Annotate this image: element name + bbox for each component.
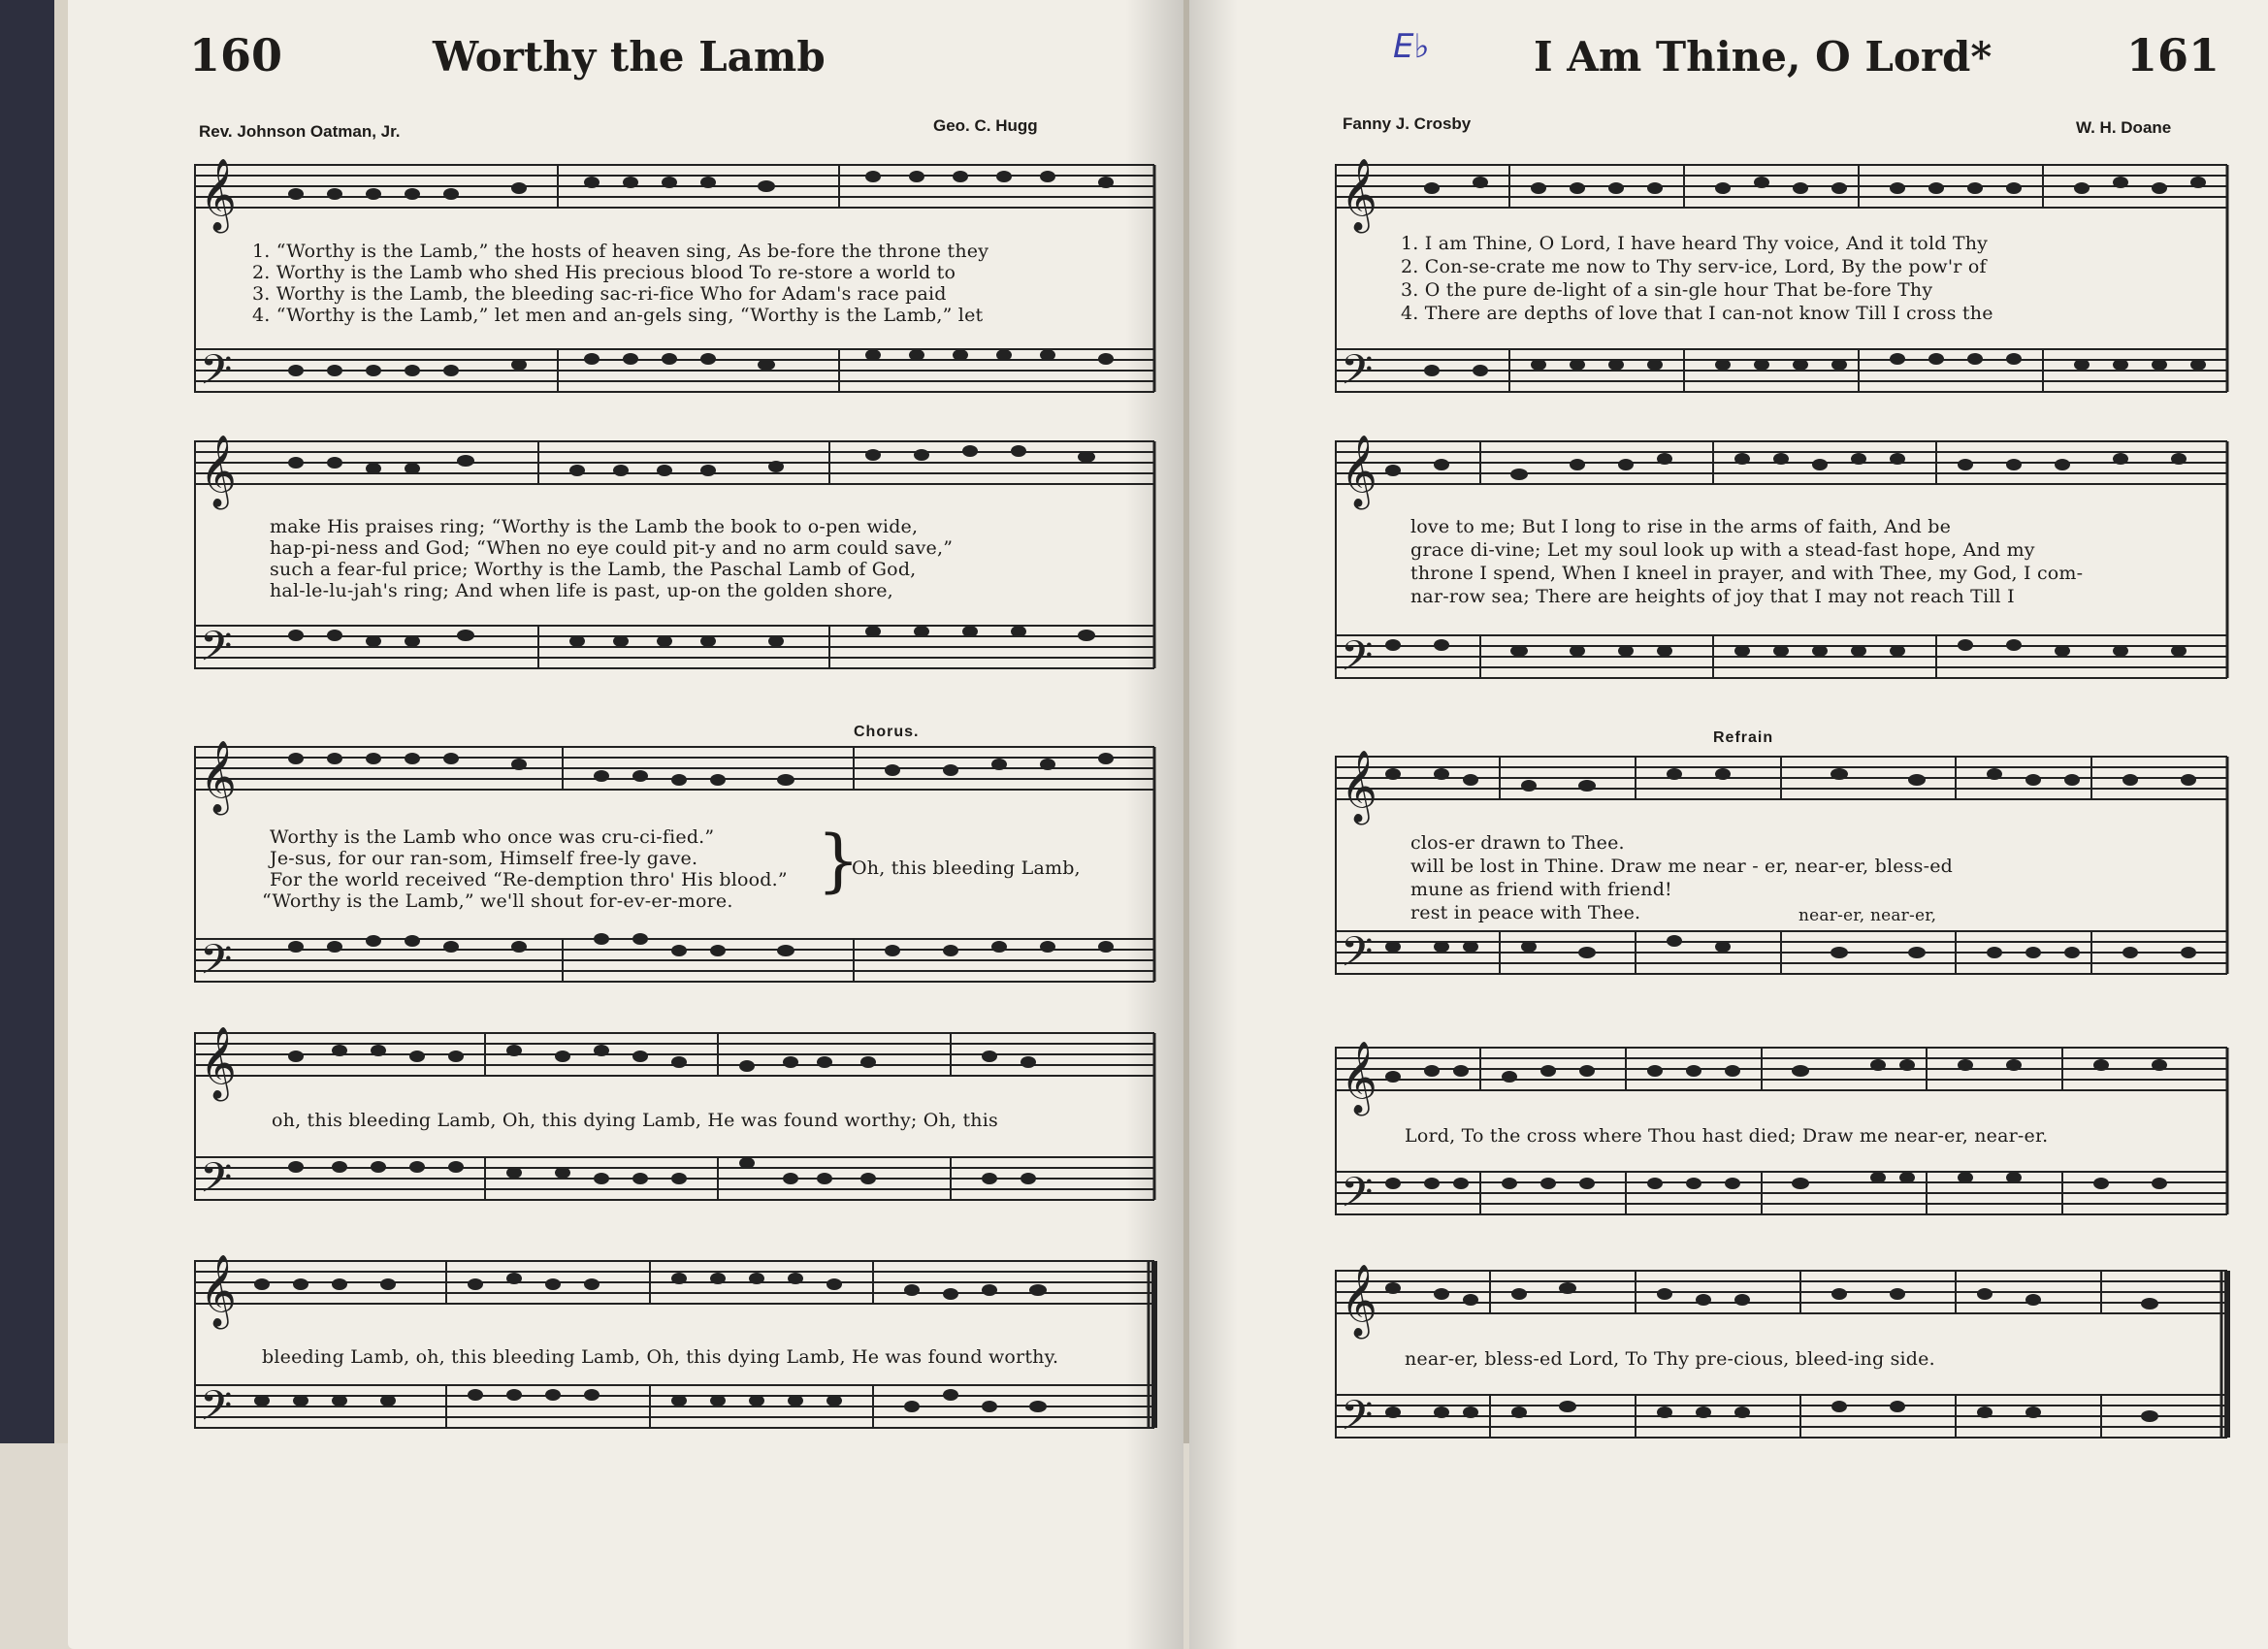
verse-line: 4. “Worthy is the Lamb,” let men and an-gels sing, “Worthy is the Lamb,” let bbox=[252, 305, 984, 326]
verse-line: such a fear-ful price; Worthy is the Lamb, the Paschal Lamb of God, bbox=[270, 559, 917, 580]
svg-text:𝄢: 𝄢 bbox=[1341, 1392, 1374, 1450]
refrain-line: mune as friend with friend! bbox=[1410, 879, 1672, 900]
verse-line: 1. “Worthy is the Lamb,” the hosts of heaven sing, As be-fore the throne they bbox=[252, 241, 989, 262]
svg-text:𝄢: 𝄢 bbox=[200, 346, 233, 404]
hymn-title: Worthy the Lamb bbox=[433, 33, 826, 81]
verse-line: nar-row sea; There are heights of joy that I may not reach Till I bbox=[1410, 586, 2015, 607]
svg-text:𝄢: 𝄢 bbox=[1341, 632, 1374, 691]
svg-text:𝄞: 𝄞 bbox=[1341, 751, 1377, 823]
svg-text:𝄞: 𝄞 bbox=[1341, 1042, 1377, 1114]
svg-text:𝄞: 𝄞 bbox=[1341, 436, 1377, 507]
chorus-line: Worthy is the Lamb who once was cru-ci-fied.” bbox=[270, 826, 715, 848]
svg-text:𝄞: 𝄞 bbox=[1341, 159, 1377, 231]
chorus-line: “Worthy is the Lamb,” we'll shout for-ev-er-more. bbox=[262, 890, 733, 912]
svg-text:𝄢: 𝄢 bbox=[1341, 1169, 1374, 1227]
svg-text:𝄢: 𝄢 bbox=[1341, 928, 1374, 986]
lyric-line: Lord, To the cross where Thou hast died; Draw me near-er, near-er. bbox=[1405, 1125, 2049, 1147]
left-page bbox=[68, 0, 1183, 1649]
handwritten-key-note: E♭ bbox=[1393, 27, 1430, 66]
svg-text:𝄞: 𝄞 bbox=[200, 1027, 237, 1099]
verse-line: throne I spend, When I kneel in prayer, and with Thee, my God, I com- bbox=[1410, 563, 2084, 584]
chorus-label: Chorus. bbox=[854, 724, 920, 740]
svg-text:𝄞: 𝄞 bbox=[1341, 1265, 1377, 1337]
verse-line: 3. Worthy is the Lamb, the bleeding sac-ri-fice Who for Adam's race paid bbox=[252, 283, 947, 305]
verse-line: hal-le-lu-jah's ring; And when life is past, up-on the golden shore, bbox=[270, 580, 893, 601]
verse-line: 2. Worthy is the Lamb who shed His precious blood To re-store a world to bbox=[252, 262, 956, 283]
book-cover-edge bbox=[0, 0, 68, 1649]
music-staves bbox=[194, 155, 1164, 1465]
lyric-line: bleeding Lamb, oh, this bleeding Lamb, Oh, this dying Lamb, He was found worthy. bbox=[262, 1346, 1059, 1368]
chorus-line: For the world received “Re-demption thro' His blood.” bbox=[270, 869, 788, 890]
page-number: 160 bbox=[189, 29, 283, 81]
verse-line: 3. O the pure de-light of a sin-gle hour That be-fore Thy bbox=[1401, 279, 1933, 301]
refrain-alto-line: near-er, near-er, bbox=[1798, 906, 1937, 925]
svg-text:𝄞: 𝄞 bbox=[200, 159, 237, 231]
svg-text:𝄞: 𝄞 bbox=[200, 436, 237, 507]
composer: Geo. C. Hugg bbox=[933, 116, 1038, 135]
svg-text:𝄢: 𝄢 bbox=[1341, 346, 1374, 404]
refrain-line: clos-er drawn to Thee. bbox=[1410, 832, 1625, 854]
music-staves bbox=[1335, 155, 2237, 1465]
composer: W. H. Doane bbox=[2076, 118, 2172, 137]
refrain-line: rest in peace with Thee. bbox=[1410, 902, 1641, 923]
chorus-line: Je-sus, for our ran-som, Himself free-ly gave. bbox=[270, 848, 698, 869]
lyricist: Fanny J. Crosby bbox=[1343, 114, 1472, 133]
spine-shadow bbox=[1189, 0, 1238, 1649]
refrain-label: Refrain bbox=[1713, 729, 1774, 746]
lyric-line: oh, this bleeding Lamb, Oh, this dying Lamb, He was found worthy; Oh, this bbox=[272, 1110, 998, 1131]
verse-line: 2. Con-se-crate me now to Thy serv-ice, Lord, By the pow'r of bbox=[1401, 256, 1987, 277]
lyricist: Rev. Johnson Oatman, Jr. bbox=[199, 122, 401, 141]
right-page bbox=[1189, 0, 2268, 1649]
chorus-tail: Oh, this bleeding Lamb, bbox=[852, 857, 1081, 879]
verse-line: love to me; But I long to rise in the arms of faith, And be bbox=[1410, 516, 1952, 537]
verse-line: grace di-vine; Let my soul look up with a stead-fast hope, And my bbox=[1410, 539, 2035, 561]
verse-line: hap-pi-ness and God; “When no eye could pit-y and no arm could save,” bbox=[270, 537, 954, 559]
lyric-line: near-er, bless-ed Lord, To Thy pre-cious, bleed-ing side. bbox=[1405, 1348, 1935, 1370]
svg-text:𝄢: 𝄢 bbox=[200, 1154, 233, 1212]
svg-text:𝄞: 𝄞 bbox=[200, 1255, 237, 1327]
hymn-title: I Am Thine, O Lord* bbox=[1534, 33, 1993, 81]
verse-line: make His praises ring; “Worthy is the Lamb the book to o-pen wide, bbox=[270, 516, 919, 537]
svg-text:𝄞: 𝄞 bbox=[200, 741, 237, 813]
page-number: 161 bbox=[2126, 29, 2220, 81]
svg-text:𝄢: 𝄢 bbox=[200, 623, 233, 681]
svg-text:𝄢: 𝄢 bbox=[200, 936, 233, 994]
verse-line: 1. I am Thine, O Lord, I have heard Thy voice, And it told Thy bbox=[1401, 233, 1989, 254]
svg-text:𝄢: 𝄢 bbox=[200, 1382, 233, 1440]
verse-line: 4. There are depths of love that I can-not know Till I cross the bbox=[1401, 303, 1993, 324]
chorus-brace: } bbox=[817, 821, 860, 900]
refrain-line: will be lost in Thine. Draw me near - er, near-er, bless-ed bbox=[1410, 856, 1954, 877]
